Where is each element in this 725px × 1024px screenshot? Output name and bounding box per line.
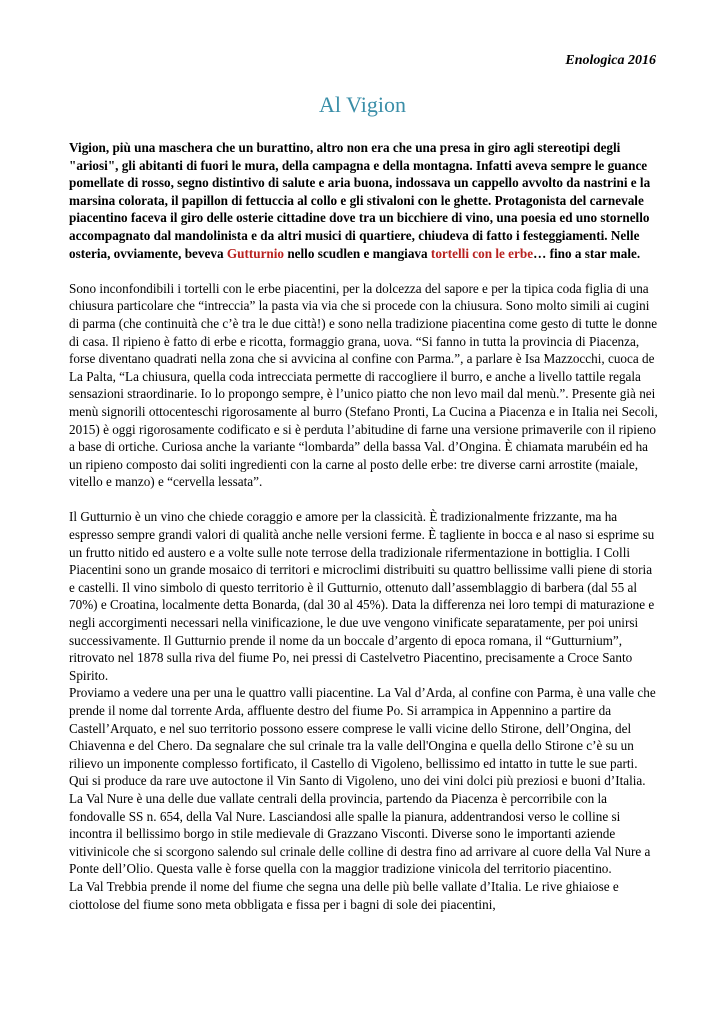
paragraph-gutturnio: Il Gutturnio è un vino che chiede coraggio e amore per la classicità. È tradizionalmente frizzante, ma ha espresso sempre grandi valori di qualità anche nelle versioni ferme. È tagliente in bocca e al naso si esprime su un frutto nitido ed austero e a volte sulle note terrose della tradizionale rifermentazione in bottiglia. I Colli Piacentini sono un grande mosaico di territori e microclimi distribuiti su quattro bellissime valli piene di storia e castelli. Il vino simbolo di questo territorio è il Gutturnio, ottenuto dall’assemblaggio di barbera (dal 55 al 70%) e Croatina, localmente detta Bonarda, (dal 30 al 45%). Data la differenza nei loro tempi di maturazione e negli accorgimenti necessari nella vinificazione, le due uve vengono vinificate separatamente, per poi unirsi successivamente. Il Gutturnio prende il nome da un boccale d’argento di epoca romana, il “Gutturnium”, ritrovato nel 1878 sulla riva del fiume Po, nei pressi di Castelvetro Piacentino, precisamente a Croce Santo Spirito. [69,509,655,683]
paragraph-val-trebbia: La Val Trebbia prende il nome del fiume che segna una delle più belle vallate d’Italia. Le rive ghiaiose e ciottolose del fiume sono meta obbligata e fissa per i bagni di sole dei piacentini, [69,878,619,912]
highlight-gutturnio: Gutturnio [226,245,285,261]
publication-header: Enologica 2016 [565,53,656,68]
paragraph-tortelli: Sono inconfondibili i tortelli con le erbe piacentini, per la dolcezza del sapore e per la tipica coda figlia di una chiusura particolare che “intreccia” la pasta via via che si procede con la chiusura. Sono molto simili ai cugini di parma (che continuità che c’è tra le due città!) e sono nella tradizione piacentina come gesto di tutte le donne di casa. Il ripieno è fatto di erbe e ricotta, formaggio grana, uova. “Si fanno in tutta la provincia di Piacenza, forse diventano quadrati nella zona che si avvicina al confine con Parma.”, a parlare è Isa Mazzocchi, cuoca de La Palta, “La chiusura, quella coda intrecciata permette di raccogliere il burro, e anche a livello tattile regala sensazioni straordinarie. Io lo propongo sempre, è l’unico piatto che non levo mail dal menù.”. Presente già nei menù signorili ottocenteschi rigorosamente al burro (Stefano Pronti, La Cucina a Piacenza e in Italia nei Secoli, 2015) è oggi rigorosamente codificato e si è perduta l’abitudine di farne una versione primaverile con il ripieno a base di ortiche. Curiosa anche la variante “lombarda” della bassa Val. d’Ongina. È chiamata marubéin ed ha un ripieno composto dai soliti ingredienti con la carne al posto delle erbe: tre diverse carni arrostite (maiale, vitello e manzo) e “cervella lessata”. [69,280,658,490]
highlight-tortelli: tortelli con le erbe [430,245,534,261]
intro-text-3: … fino a star male. [533,245,641,261]
article-title: Al Vigion [319,92,406,117]
paragraph-val-nure: La Val Nure è una delle due vallate centrali della provincia, partendo da Piacenza è percorribile con la fondovalle SS n. 654, della Val Nure. Lasciandosi alle spalle la pianura, addentrandosi verso le colline si incontra il bellissimo borgo in stile medievale di Grazzano Visconti. Diverse sono le importanti aziende vitivinicole che si scorgono salendo sul crinale delle colline di destra fino ad arrivare al cuore della Val Nure a Ponte dell’Olio. Questa valle è forse quella con la maggior tradizione vinicola del territorio piacentino. [69,790,651,877]
intro-text-1: Vigion, più una maschera che un burattino, altro non era che una presa in giro agli stereotipi degli "ariosi", gli abitanti di fuori le mura, della campagna e della montagna. Infatti aveva sempre le guance pomellate di rosso, segno distintivo di salute e aria buona, indossava un cappello avvolto da nastrini e la marsina colorata, il papillon di fettuccia al collo e gli stivaloni con le ghette. Protagonista del carnevale piacentino faceva il giro delle osterie cittadine dove tra un bicchiere di vino, una poesia ed uno stornello accompagnato dal mandolinista e da altri musici di quartiere, chiudeva di fatto i festeggiamenti. Nelle osteria, ovviamente, beveva [69,140,651,261]
intro-paragraph [69,139,659,262]
paragraph-val-arda: Proviamo a vedere una per una le quattro valli piacentine. La Val d’Arda, al confine con Parma, è una valle che prende il nome dal torrente Arda, affluente destro del fiume Po. Si arrampica in Appennino a partire da Castell’Arquato, e nel suo territorio possono essere comprese le valli vicine dello Stirone, dell’Ongina, del Chiavenna e del Chero. Da segnalare che sul crinale tra la valle dell'Ongina e quella dello Stirone c’è su un rilievo un imponente complesso fortificato, il Castello di Vigoleno, bellissimo ed intatto in tutte le sue parti. Qui si produce da rare uve autoctone il Vin Santo di Vigoleno, uno dei vini dolci più preziosi e buoni d’Italia. [69,685,656,789]
intro-text-2: nello scudlen e mangiava [284,245,431,261]
article-body [69,139,659,913]
